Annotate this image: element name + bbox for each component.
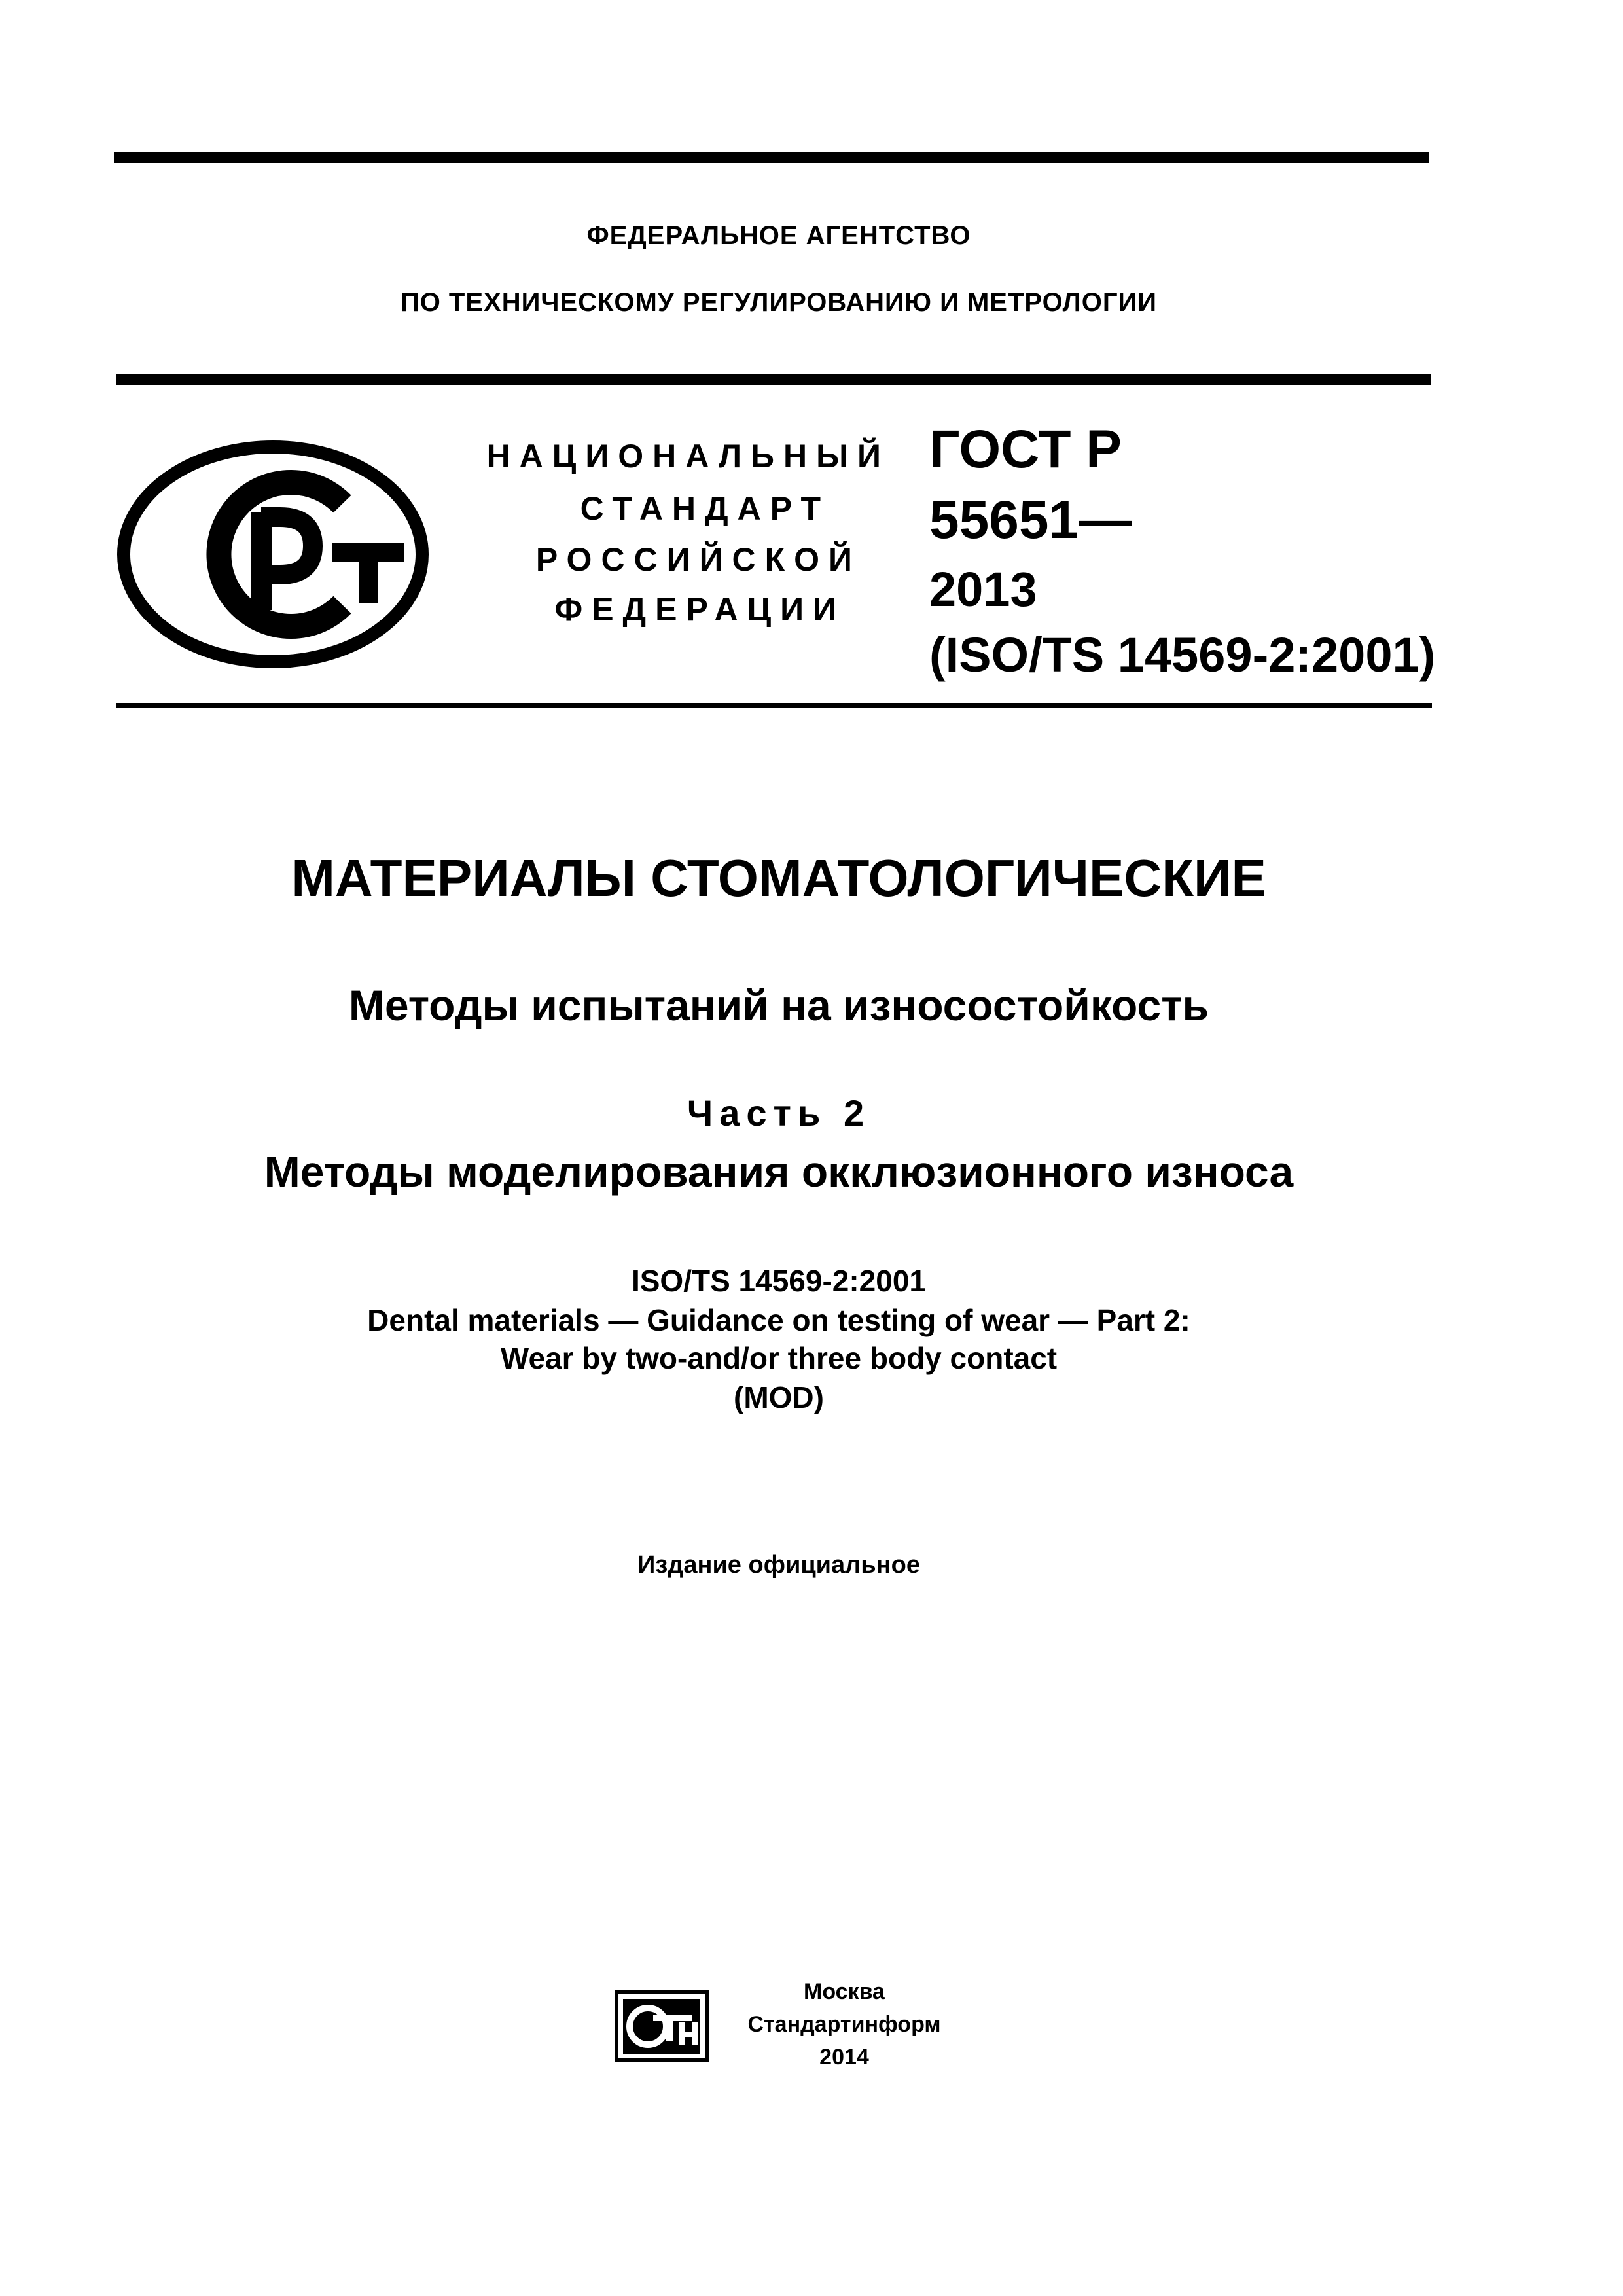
top-rule: [114, 152, 1429, 163]
standard-type-line-1: НАЦИОНАЛЬНЫЙ: [486, 438, 890, 475]
designation-rule: [116, 703, 1432, 708]
sti-publisher-logo-icon: [614, 1990, 709, 2063]
iso-reference-line-3: Wear by two-and/or three body contact: [500, 1341, 1058, 1375]
part-title: Методы моделирования окклюзионного износа: [264, 1147, 1294, 1196]
subtitle: Методы испытаний на износостойкость: [348, 981, 1209, 1030]
publisher-year: 2014: [819, 2045, 869, 2070]
edition-label: Издание официальное: [637, 1551, 920, 1579]
iso-reference-line-1: ISO/TS 14569-2:2001: [631, 1264, 927, 1298]
standard-type-line-3: РОССИЙСКОЙ: [535, 541, 861, 578]
agency-line-1: ФЕДЕРАЛЬНОЕ АГЕНТСТВО: [586, 221, 971, 250]
designation-line-4: (ISO/TS 14569-2:2001): [929, 628, 1436, 682]
iso-reference-line-2: Dental materials — Guidance on testing of wear — Part 2:: [367, 1303, 1190, 1337]
rst-emblem-icon: [116, 440, 429, 669]
standard-type-line-4: ФЕДЕРАЦИИ: [554, 591, 846, 628]
iso-reference-line-4: (MOD): [734, 1380, 824, 1414]
header-rule: [116, 374, 1431, 385]
agency-line-2: ПО ТЕХНИЧЕСКОМУ РЕГУЛИРОВАНИЮ И МЕТРОЛОГИИ: [400, 288, 1158, 317]
designation-line-3: 2013: [929, 562, 1037, 617]
part-label: Часть 2: [687, 1092, 871, 1134]
designation-line-1: ГОСТ Р: [929, 420, 1122, 479]
main-title: МАТЕРИАЛЫ СТОМАТОЛОГИЧЕСКИЕ: [291, 849, 1266, 907]
publisher-city: Москва: [804, 1979, 885, 2004]
publisher-name: Стандартинформ: [747, 2012, 941, 2037]
designation-line-2: 55651—: [929, 490, 1133, 550]
standard-type-line-2: СТАНДАРТ: [580, 490, 830, 527]
